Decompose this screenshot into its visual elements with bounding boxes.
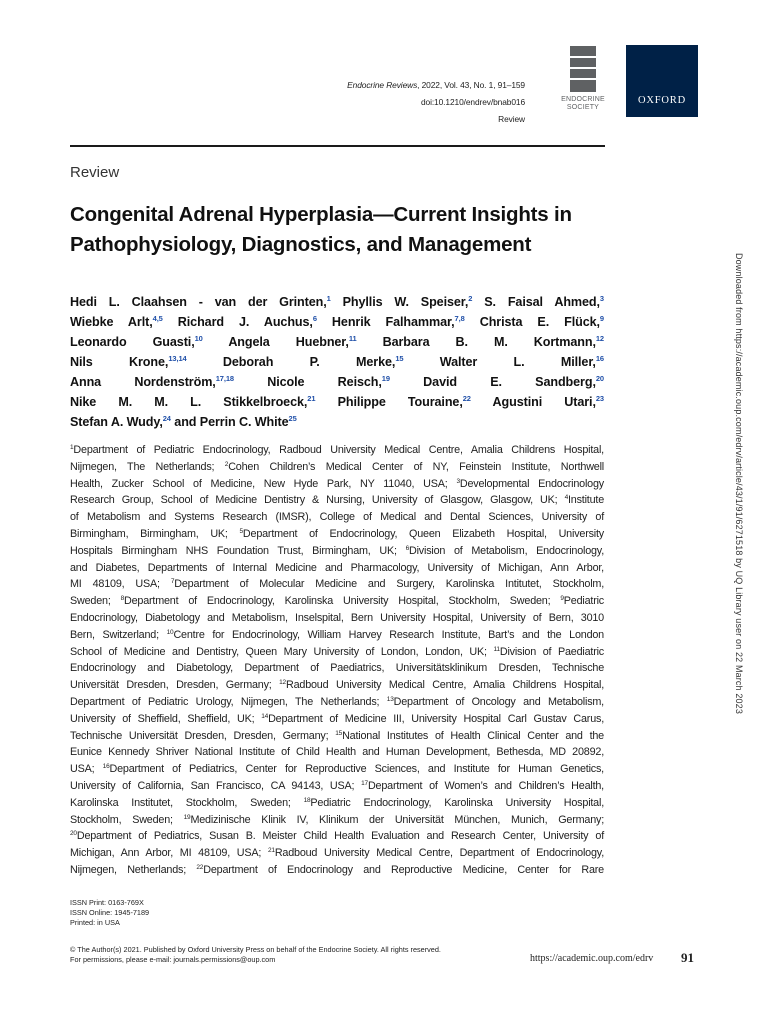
- oxford-logo[interactable]: OXFORD: [626, 45, 698, 117]
- affiliation-line: [70, 476, 604, 493]
- affiliation-line: [70, 543, 604, 560]
- author-name: Hedi L. Claahsen - van der Grinten,: [70, 295, 327, 309]
- affiliation-text: Universität Dresden, Dresden, Germany;: [70, 679, 280, 692]
- endocrine-society-logo[interactable]: [556, 46, 610, 120]
- affiliation-line: [70, 812, 604, 829]
- affiliation-line: [70, 593, 604, 610]
- affiliation-text: Department of Endocrinology and Reproductive Medicine, Center for Rare: [203, 863, 604, 876]
- affiliation-text: Department of Molecular Medicine and Surgery, Karolinska Intitutet, Stockholm,: [174, 578, 604, 591]
- affiliation-line: [70, 459, 604, 476]
- affiliation-line: [70, 778, 604, 795]
- affiliation-marker: 14: [261, 712, 269, 720]
- affiliation-text: Department of Pediatrics, Susan B. Meister Child Health Evaluation and Research Center, University of: [76, 830, 604, 843]
- affiliation-marker: 3: [456, 477, 460, 485]
- copyright-notice: © The Author(s) 2021. Published by Oxford University Press on behalf of the Endocrine Society. All rights reserved.: [70, 945, 441, 954]
- author-name: Nicole Reisch,: [233, 375, 382, 389]
- affiliation-text: Department of Pediatrics, Center for Reproductive Sciences, and Institute for Human Genetics,: [109, 763, 604, 776]
- author-name: Christa E. Flück,: [464, 315, 600, 329]
- affiliation-text: Developmental Endocrinology: [459, 477, 604, 490]
- affiliation-marker: 4: [564, 494, 568, 502]
- affiliation-marker: 6: [312, 314, 317, 323]
- affiliation-text: Endocrinology and Diabetology, Department of Paediatrics, Universitätsklinikum Dresden, Technische: [70, 662, 604, 675]
- issn-print: ISSN Print: 0163-769X: [70, 898, 144, 907]
- affiliation-marker: 11: [493, 645, 500, 653]
- endocrine-society-wordmark: ENDOCRINE SOCIETY: [561, 96, 605, 111]
- affiliation-line: [70, 795, 604, 812]
- affiliation-text: Stockholm, Sweden;: [70, 813, 184, 826]
- affiliation-marker: 15: [335, 729, 343, 737]
- affiliation-line: [70, 576, 604, 593]
- author-name: S. Faisal Ahmed,: [472, 295, 600, 309]
- affiliation-marker: 2: [468, 294, 473, 303]
- affiliation-line: [70, 694, 604, 711]
- affiliation-line: [70, 560, 604, 577]
- affiliation-marker: 25: [288, 414, 297, 423]
- affiliation-line: [70, 442, 604, 459]
- affiliation-marker: 9: [599, 314, 604, 323]
- affiliation-line: [70, 644, 604, 661]
- affiliation-marker: 16: [595, 354, 604, 363]
- affiliation-text: Bern, Switzerland;: [70, 628, 167, 641]
- affiliation-text: Institute: [567, 494, 604, 507]
- affiliation-text: Birmingham, Birmingham, UK;: [70, 527, 240, 540]
- affiliation-text: Department of Pediatric Urology, Nijmegen, The Netherlands;: [70, 695, 387, 708]
- author-name: and Perrin C. White: [170, 415, 289, 429]
- affiliation-text: Medizinische Klinik IV, Klinikum der Universität München, Munich, Germany;: [190, 813, 604, 826]
- endocrine-society-mark-icon: [570, 46, 596, 92]
- affiliation-marker: 13,14: [168, 354, 187, 363]
- affiliations: [70, 442, 604, 879]
- affiliation-line: [70, 627, 604, 644]
- affiliation-marker: 22: [462, 394, 471, 403]
- issn-block: [70, 898, 149, 929]
- author-line: [70, 412, 604, 432]
- affiliation-marker: 4,5: [152, 314, 163, 323]
- affiliation-text: Nijmegen, Netherlands;: [70, 863, 197, 876]
- affiliation-text: MI 48109, USA;: [70, 578, 171, 591]
- affiliation-text: Department of Endocrinology, Karolinska University Hospital, Stockholm, Sweden;: [123, 595, 561, 608]
- affiliation-marker: 22: [196, 863, 204, 871]
- affiliation-text: Radboud University Medical Centre, Department of Endocrinology,: [274, 847, 604, 860]
- affiliation-line: [70, 526, 604, 543]
- affiliation-text: Hospitals Birmingham NHS Foundation Trust, Birmingham, UK;: [70, 544, 406, 557]
- author-line: [70, 312, 604, 332]
- affiliation-marker: 12: [595, 334, 604, 343]
- author-name: Wiebke Arlt,: [70, 315, 153, 329]
- affiliation-marker: 15: [395, 354, 404, 363]
- affiliation-text: Department of Women’s and Children’s Health,: [367, 779, 604, 792]
- affiliation-text: Department of Endocrinology, Queen Elizabeth Hospital, University: [242, 527, 604, 540]
- affiliation-marker: 2: [224, 460, 229, 468]
- affiliation-marker: 24: [162, 414, 171, 423]
- affiliation-text: Department of Medicine III, University Hospital Carl Gustav Carus,: [268, 712, 604, 725]
- affiliation-line: [70, 845, 604, 862]
- author-name: Phyllis W. Speiser,: [330, 295, 469, 309]
- author-line: [70, 352, 604, 372]
- affiliation-marker: 7,8: [454, 314, 465, 323]
- affiliation-marker: 21: [307, 394, 316, 403]
- journal-name: Endocrine Reviews: [347, 80, 418, 90]
- affiliation-line: [70, 761, 604, 778]
- affiliation-marker: 6: [405, 544, 409, 552]
- affiliation-line: [70, 660, 604, 677]
- author-name: Nils Krone,: [70, 355, 169, 369]
- affiliation-marker: 17: [361, 779, 368, 787]
- affiliation-marker: 19: [183, 813, 191, 821]
- affiliation-text: University of Sheffield, Sheffield, UK;: [70, 712, 262, 725]
- affiliation-text: USA;: [70, 763, 103, 776]
- affiliation-text: Pediatric: [563, 595, 604, 608]
- author-line: [70, 332, 604, 352]
- affiliation-text: University of California, San Francisco, CA 94143, USA;: [70, 779, 362, 792]
- copyright-block: [70, 945, 441, 965]
- affiliation-text: Centre for Endocrinology, William Harvey Research Institute, Bart’s and the London: [173, 628, 604, 641]
- author-name: Agustini Utari,: [470, 395, 596, 409]
- author-name: Philippe Touraine,: [315, 395, 463, 409]
- author-name: Leonardo Guasti,: [70, 335, 195, 349]
- affiliation-marker: 23: [595, 394, 604, 403]
- author-line: [70, 292, 604, 312]
- permissions-notice: For permissions, please e-mail: journals.permissions@oup.com: [70, 955, 276, 965]
- affiliation-text: Division of Paediatric: [499, 645, 604, 658]
- article-type: Review: [498, 114, 525, 124]
- section-label: Review: [70, 164, 120, 181]
- affiliation-marker: 9: [560, 595, 564, 603]
- affiliation-text: Technische Universität Dresden, Dresden, Germany;: [70, 729, 336, 742]
- author-name: Angela Huebner,: [202, 335, 349, 349]
- affiliation-text: Department of Oncology and Metabolism,: [393, 695, 604, 708]
- affiliation-line: [70, 744, 604, 761]
- affiliation-text: Department of Pediatric Endocrinology, Radboud University Medical Centre, Amalia Childrens Hospital,: [73, 444, 604, 456]
- affiliation-marker: 3: [599, 294, 604, 303]
- affiliation-text: Michigan, Ann Arbor, MI 48109, USA;: [70, 847, 268, 860]
- affiliation-text: School of Medicine and Dentistry, Queen Mary University of London, London, UK;: [70, 645, 494, 658]
- author-line: [70, 372, 604, 392]
- affiliation-line: [70, 728, 604, 745]
- affiliation-marker: 17,18: [215, 374, 234, 383]
- affiliation-text: Radboud University Medical Centre, Amalia Childrens Hospital,: [285, 679, 605, 692]
- author-name: Walter L. Miller,: [403, 355, 596, 369]
- affiliation-line: [70, 492, 604, 509]
- journal-citation: , 2022, Vol. 43, No. 1, 91–159: [417, 80, 525, 90]
- affiliation-marker: 20: [595, 374, 605, 383]
- affiliation-text: Pediatric Endocrinology, Karolinska University Hospital,: [310, 796, 604, 809]
- affiliation-text: Karolinska Institutet, Stockholm, Sweden;: [70, 796, 304, 809]
- author-name: Richard J. Auchus,: [162, 315, 313, 329]
- affiliation-text: Eunice Kennedy Shriver National Institute of Child Health and Human Development, Bethesda, MD 20892,: [70, 746, 604, 759]
- affiliation-marker: 19: [381, 374, 390, 383]
- issn-online: ISSN Online: 1945-7189: [70, 908, 150, 918]
- author-name: Deborah P. Merke,: [186, 355, 396, 369]
- affiliation-marker: 8: [120, 595, 124, 603]
- affiliation-line: [70, 677, 604, 694]
- affiliation-text: Research Group, School of Medicine Dentistry & Nursing, University of Glasgow, Glasgow, UK;: [70, 494, 565, 507]
- affiliation-marker: 11: [348, 334, 357, 343]
- printed-location: Printed: in USA: [70, 918, 120, 928]
- affiliation-line: [70, 711, 604, 728]
- affiliation-text: Division of Metabolism, Endocrinology,: [409, 544, 605, 557]
- affiliation-line: [70, 610, 604, 627]
- affiliation-marker: 1: [326, 294, 331, 303]
- doi: doi:10.1210/endrev/bnab016: [420, 97, 525, 107]
- header-divider: [70, 145, 605, 147]
- affiliation-marker: 20: [70, 830, 77, 838]
- affiliation-marker: 18: [303, 796, 311, 804]
- affiliation-marker: 10: [166, 628, 174, 636]
- affiliation-text: National Institutes of Health Clinical Center and the: [342, 729, 604, 742]
- page-number: 91: [681, 950, 694, 965]
- author-name: Anna Nordenström,: [70, 375, 216, 389]
- author-name: David E. Sandberg,: [389, 375, 596, 389]
- author-line: [70, 392, 604, 412]
- affiliation-marker: 10: [194, 334, 203, 343]
- affiliation-marker: 16: [102, 763, 110, 771]
- author-name: Nike M. M. L. Stikkelbroeck,: [70, 395, 308, 409]
- affiliation-marker: 12: [279, 679, 286, 687]
- author-list: [70, 292, 604, 432]
- affiliation-text: of Metabolism and Systems Research (IMSR), College of Medical and Dental Sciences, University of: [70, 511, 604, 524]
- author-name: Stefan A. Wudy,: [70, 415, 163, 429]
- author-name: Barbara B. M. Kortmann,: [356, 335, 596, 349]
- affiliation-marker: 13: [386, 695, 394, 703]
- affiliation-line: [70, 862, 604, 879]
- download-notice: Downloaded from https://academic.oup.com/edrv/article/43/1/91/6271518 by UQ Library user on 22 March 2023: [734, 253, 744, 714]
- affiliation-marker: 5: [239, 527, 243, 535]
- affiliation-line: [70, 509, 604, 526]
- author-name: Henrik Falhammar,: [316, 315, 455, 329]
- affiliation-marker: 1: [70, 444, 74, 451]
- affiliation-text: Cohen Children’s Medical Center of NY, Feinstein Institute, Northwell: [228, 460, 604, 473]
- affiliation-text: and Diabetes, Departments of Internal Medicine and Pharmacology, University of Michigan, Ann Arbor,: [70, 561, 604, 574]
- affiliation-text: Sweden;: [70, 595, 121, 608]
- journal-url-link[interactable]: https://academic.oup.com/edrv: [530, 953, 654, 964]
- affiliation-text: Health, Zucker School of Medicine, New Hyde Park, NY 11040, USA;: [70, 477, 457, 490]
- journal-info: [347, 77, 525, 128]
- affiliation-text: Endocrinology, Diabetology and Metabolism, Inselspital, Bern University Hospital, University of Bern, 3010: [70, 611, 604, 624]
- affiliation-line: [70, 828, 604, 845]
- affiliation-marker: 21: [267, 847, 275, 855]
- affiliation-marker: 7: [170, 578, 175, 586]
- article-title: Congenital Adrenal Hyperplasia—Current Insights in Pathophysiology, Diagnostics, and Management: [70, 203, 572, 256]
- affiliation-text: Nijmegen, The Netherlands;: [70, 460, 225, 473]
